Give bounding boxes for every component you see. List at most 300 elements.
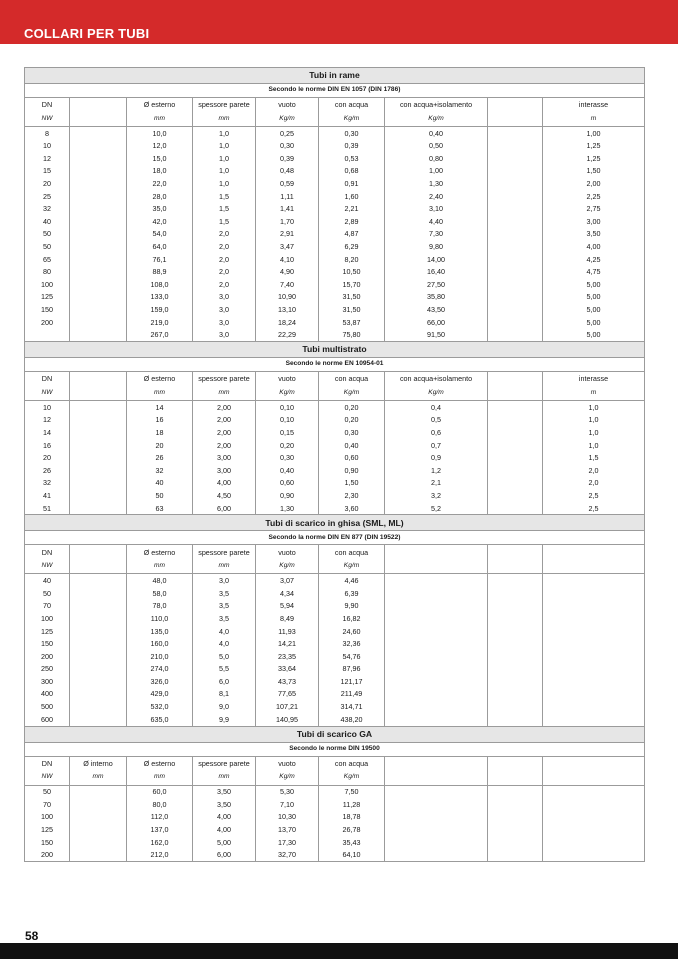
table-cell [385,600,488,613]
column-unit: Kg/m [319,771,385,786]
column-unit: m [543,112,645,127]
table-cell: 4,90 [256,266,319,279]
column-header [70,98,127,113]
table-cell: 78,0 [127,600,193,613]
table-cell: 2,0 [193,228,256,241]
column-unit: mm [127,771,193,786]
table-cell: 1,0 [193,140,256,153]
table-row [25,203,645,216]
table-cell [488,253,543,266]
table-cell: 5,00 [543,278,645,291]
table-cell: 35,0 [127,203,193,216]
table-cell: 1,0 [193,152,256,165]
table-cell: 1,5 [543,451,645,464]
table-cell: 3,2 [385,489,488,502]
table-row [25,675,645,688]
table-cell: 6,00 [193,849,256,862]
table-row [25,329,645,342]
table-row [25,502,645,515]
table-cell: 5,5 [193,663,256,676]
table-cell [488,303,543,316]
table-cell: 2,40 [385,190,488,203]
table-cell: 3,0 [193,291,256,304]
column-unit: NW [25,386,70,401]
table-cell: 17,30 [256,836,319,849]
table-cell: 2,5 [543,489,645,502]
table-cell [488,849,543,862]
table-cell [70,165,127,178]
table-cell: 0,30 [319,127,385,140]
table-row [25,165,645,178]
section-title-row [25,726,645,742]
table-cell: 159,0 [127,303,193,316]
column-unit: mm [70,771,127,786]
table-cell [488,215,543,228]
table-row [25,625,645,638]
column-header: spessore parete [193,98,256,113]
section-subtitle: Secondo le norme DIN 19500 [25,742,645,756]
section-subtitle: Secondo le norme DIN EN 1057 (DIN 1786) [25,84,645,98]
table-cell [70,688,127,701]
table-cell: 1,0 [543,426,645,439]
section-title: Tubi di scarico in ghisa (SML, ML) [25,515,645,531]
table-cell: 43,73 [256,675,319,688]
column-header: Ø esterno [127,545,193,560]
table-cell [70,401,127,414]
table-cell [488,785,543,798]
table-cell [70,451,127,464]
column-header-row [25,372,645,387]
table-cell: 35,43 [319,836,385,849]
table-cell: 1,41 [256,203,319,216]
table-row [25,228,645,241]
table-cell: 137,0 [127,823,193,836]
table-cell [70,811,127,824]
table-cell: 16,82 [319,612,385,625]
table-cell: 7,50 [319,785,385,798]
table-cell [488,266,543,279]
table-cell [70,637,127,650]
table-cell [488,127,543,140]
table-cell [488,625,543,638]
table-cell [543,823,645,836]
table-cell: 10,50 [319,266,385,279]
column-unit [543,771,645,786]
table-cell: 2,25 [543,190,645,203]
table-row [25,414,645,427]
table-cell: 0,6 [385,426,488,439]
table-cell: 4,0 [193,637,256,650]
table-cell [488,451,543,464]
table-row [25,637,645,650]
table-cell: 35,80 [385,291,488,304]
table-cell [70,266,127,279]
table-cell: 274,0 [127,663,193,676]
table-cell: 65 [25,253,70,266]
column-unit: Kg/m [256,559,319,574]
table-cell [70,278,127,291]
table-row [25,600,645,613]
table-cell: 3,10 [385,203,488,216]
section-title-row [25,68,645,84]
table-cell: 64,0 [127,240,193,253]
column-unit: NW [25,559,70,574]
table-cell: 27,50 [385,278,488,291]
table-cell: 0,30 [256,140,319,153]
table-cell: 31,50 [319,291,385,304]
table-cell: 32 [25,203,70,216]
table-cell: 77,65 [256,688,319,701]
column-unit [385,559,488,574]
table-cell [385,713,488,726]
table-row [25,426,645,439]
section-subtitle-row [25,742,645,756]
table-cell [543,849,645,862]
table-row [25,836,645,849]
table-cell [488,203,543,216]
column-header [543,545,645,560]
table-cell: 14,00 [385,253,488,266]
table-cell: 64,10 [319,849,385,862]
table-cell: 3,50 [193,798,256,811]
table-cell: 5,00 [543,303,645,316]
table-cell [385,574,488,587]
column-unit: mm [127,112,193,127]
table-cell: 250 [25,663,70,676]
table-cell: 429,0 [127,688,193,701]
table-cell [70,600,127,613]
column-unit: Kg/m [256,112,319,127]
table-cell [70,663,127,676]
section-subtitle-row [25,531,645,545]
table-cell: 4,00 [193,811,256,824]
table-cell [488,836,543,849]
table-cell [488,177,543,190]
table-cell: 87,96 [319,663,385,676]
table-cell [543,675,645,688]
table-cell: 2,91 [256,228,319,241]
column-unit [70,112,127,127]
table-cell: 0,10 [256,401,319,414]
table-cell: 2,0 [193,266,256,279]
table-cell: 2,00 [543,177,645,190]
table-cell: 0,30 [256,451,319,464]
table-cell: 0,25 [256,127,319,140]
column-header: Ø esterno [127,756,193,771]
table-cell: 50 [25,587,70,600]
column-header: DN [25,98,70,113]
table-cell: 8,1 [193,688,256,701]
table-cell: 150 [25,303,70,316]
table-cell [70,464,127,477]
table-cell: 150 [25,836,70,849]
column-unit [488,771,543,786]
table-cell: 2,89 [319,215,385,228]
document-body [24,67,644,862]
table-cell [70,140,127,153]
table-cell: 16 [25,439,70,452]
table-cell: 4,00 [193,477,256,490]
table-cell: 20 [127,439,193,452]
table-row [25,240,645,253]
table-cell: 5,2 [385,502,488,515]
table-cell: 4,46 [319,574,385,587]
table-cell: 53,87 [319,316,385,329]
table-cell: 3,50 [193,785,256,798]
table-cell: 54,76 [319,650,385,663]
table-cell: 1,0 [193,177,256,190]
table-cell: 6,0 [193,675,256,688]
table-cell [543,836,645,849]
table-cell: 8,49 [256,612,319,625]
table-cell: 9,0 [193,700,256,713]
column-unit: mm [193,112,256,127]
column-header: interasse [543,372,645,387]
table-cell: 16 [127,414,193,427]
column-header: con acqua [319,545,385,560]
table-cell: 2,5 [543,502,645,515]
table-cell: 2,1 [385,477,488,490]
table-cell: 3,5 [193,587,256,600]
table-cell: 7,30 [385,228,488,241]
table-cell: 150 [25,637,70,650]
table-cell: 1,50 [319,477,385,490]
table-row [25,811,645,824]
table-cell [385,587,488,600]
table-cell: 0,91 [319,177,385,190]
section-title-row [25,515,645,531]
table-cell: 16,40 [385,266,488,279]
table-cell [70,152,127,165]
table-cell: 0,10 [256,414,319,427]
table-row [25,713,645,726]
table-cell [488,278,543,291]
column-header-row [25,545,645,560]
table-cell [488,464,543,477]
table-cell: 2,0 [193,253,256,266]
table-cell: 26,78 [319,823,385,836]
table-cell [70,675,127,688]
table-cell [385,700,488,713]
table-cell: 0,20 [256,439,319,452]
table-cell [488,574,543,587]
table-cell: 2,21 [319,203,385,216]
table-cell: 5,00 [543,316,645,329]
table-cell [70,798,127,811]
table-cell: 6,29 [319,240,385,253]
table-cell: 0,4 [385,401,488,414]
table-cell: 0,39 [319,140,385,153]
table-cell: 1,0 [543,401,645,414]
table-row [25,215,645,228]
table-cell: 1,5 [193,203,256,216]
table-cell [488,811,543,824]
table-cell: 15,0 [127,152,193,165]
column-header: Ø interno [70,756,127,771]
table-cell: 91,50 [385,329,488,342]
column-unit: Kg/m [319,559,385,574]
table-cell: 0,9 [385,451,488,464]
column-unit: Kg/m [385,112,488,127]
table-cell: 0,40 [319,439,385,452]
table-cell [70,612,127,625]
table-cell: 2,00 [193,439,256,452]
table-cell: 4,75 [543,266,645,279]
table-cell: 4,10 [256,253,319,266]
table-cell [25,329,70,342]
table-row [25,140,645,153]
table-cell [488,401,543,414]
table-cell: 43,50 [385,303,488,316]
table-cell: 635,0 [127,713,193,726]
table-cell [385,811,488,824]
table-cell: 10,30 [256,811,319,824]
table-cell: 110,0 [127,612,193,625]
table-cell: 4,00 [193,823,256,836]
table-cell: 12 [25,414,70,427]
table-cell [488,587,543,600]
table-cell: 0,20 [319,401,385,414]
table-cell: 14,21 [256,637,319,650]
table-cell: 1,0 [543,414,645,427]
table-row [25,663,645,676]
table-cell [488,650,543,663]
column-unit [488,386,543,401]
table-cell: 51 [25,502,70,515]
table-cell [488,637,543,650]
table-cell: 28,0 [127,190,193,203]
table-cell: 10,0 [127,127,193,140]
table-cell: 11,93 [256,625,319,638]
table-row [25,439,645,452]
header-bar [0,0,678,44]
footer-bar [0,943,678,959]
table-cell: 12 [25,152,70,165]
table-cell [70,439,127,452]
table-cell [543,625,645,638]
table-cell: 0,90 [256,489,319,502]
column-header: con acqua [319,372,385,387]
table-cell: 0,15 [256,426,319,439]
table-row [25,798,645,811]
table-cell: 31,50 [319,303,385,316]
column-unit-row [25,771,645,786]
table-cell: 20 [25,177,70,190]
column-unit [70,559,127,574]
column-unit-row [25,112,645,127]
table-cell [488,414,543,427]
column-unit: Kg/m [385,386,488,401]
table-cell: 88,9 [127,266,193,279]
column-unit [70,386,127,401]
table-cell: 100 [25,811,70,824]
table-cell: 22,29 [256,329,319,342]
table-cell [385,836,488,849]
table-cell: 400 [25,688,70,701]
table-cell: 200 [25,650,70,663]
table-cell: 3,50 [543,228,645,241]
table-cell [543,700,645,713]
table-cell: 3,00 [193,464,256,477]
table-cell: 1,30 [385,177,488,190]
table-cell: 32,70 [256,849,319,862]
table-cell: 4,50 [193,489,256,502]
table-row [25,823,645,836]
table-cell [70,823,127,836]
table-cell: 3,0 [193,574,256,587]
table-cell: 20 [25,451,70,464]
table-cell [385,663,488,676]
column-header [488,98,543,113]
table-row [25,464,645,477]
table-row [25,316,645,329]
column-header [488,545,543,560]
table-cell: 0,60 [256,477,319,490]
table-cell [385,849,488,862]
column-unit [385,771,488,786]
table-cell: 40 [25,574,70,587]
table-row [25,278,645,291]
table-cell: 18,0 [127,165,193,178]
table-cell: 50 [25,785,70,798]
table-cell: 6,39 [319,587,385,600]
table-cell [488,240,543,253]
table-row [25,291,645,304]
table-cell [488,190,543,203]
table-cell: 10,90 [256,291,319,304]
table-cell [385,688,488,701]
table-cell: 50 [25,240,70,253]
table-cell: 100 [25,278,70,291]
table-cell: 40 [127,477,193,490]
table-cell [488,152,543,165]
table-cell: 32 [127,464,193,477]
table-cell [385,612,488,625]
table-cell [385,785,488,798]
table-cell [70,650,127,663]
table-cell [70,329,127,342]
table-cell: 5,00 [193,836,256,849]
table-cell [488,612,543,625]
column-unit: mm [193,771,256,786]
table-cell: 0,40 [385,127,488,140]
table-cell: 7,10 [256,798,319,811]
table-cell [70,127,127,140]
column-header: con acqua [319,98,385,113]
table-cell: 140,95 [256,713,319,726]
table-cell: 125 [25,625,70,638]
table-row [25,785,645,798]
table-cell: 9,90 [319,600,385,613]
table-row [25,650,645,663]
table-cell: 9,80 [385,240,488,253]
table-cell [543,688,645,701]
table-cell: 75,80 [319,329,385,342]
table-row [25,489,645,502]
table-cell [70,489,127,502]
table-cell: 50 [25,228,70,241]
table-cell [488,798,543,811]
table-cell [543,798,645,811]
table-cell: 0,40 [256,464,319,477]
column-header [385,756,488,771]
table-cell: 24,60 [319,625,385,638]
table-cell: 3,5 [193,612,256,625]
table-row [25,177,645,190]
table-cell: 200 [25,849,70,862]
table-cell [70,215,127,228]
table-cell [488,502,543,515]
